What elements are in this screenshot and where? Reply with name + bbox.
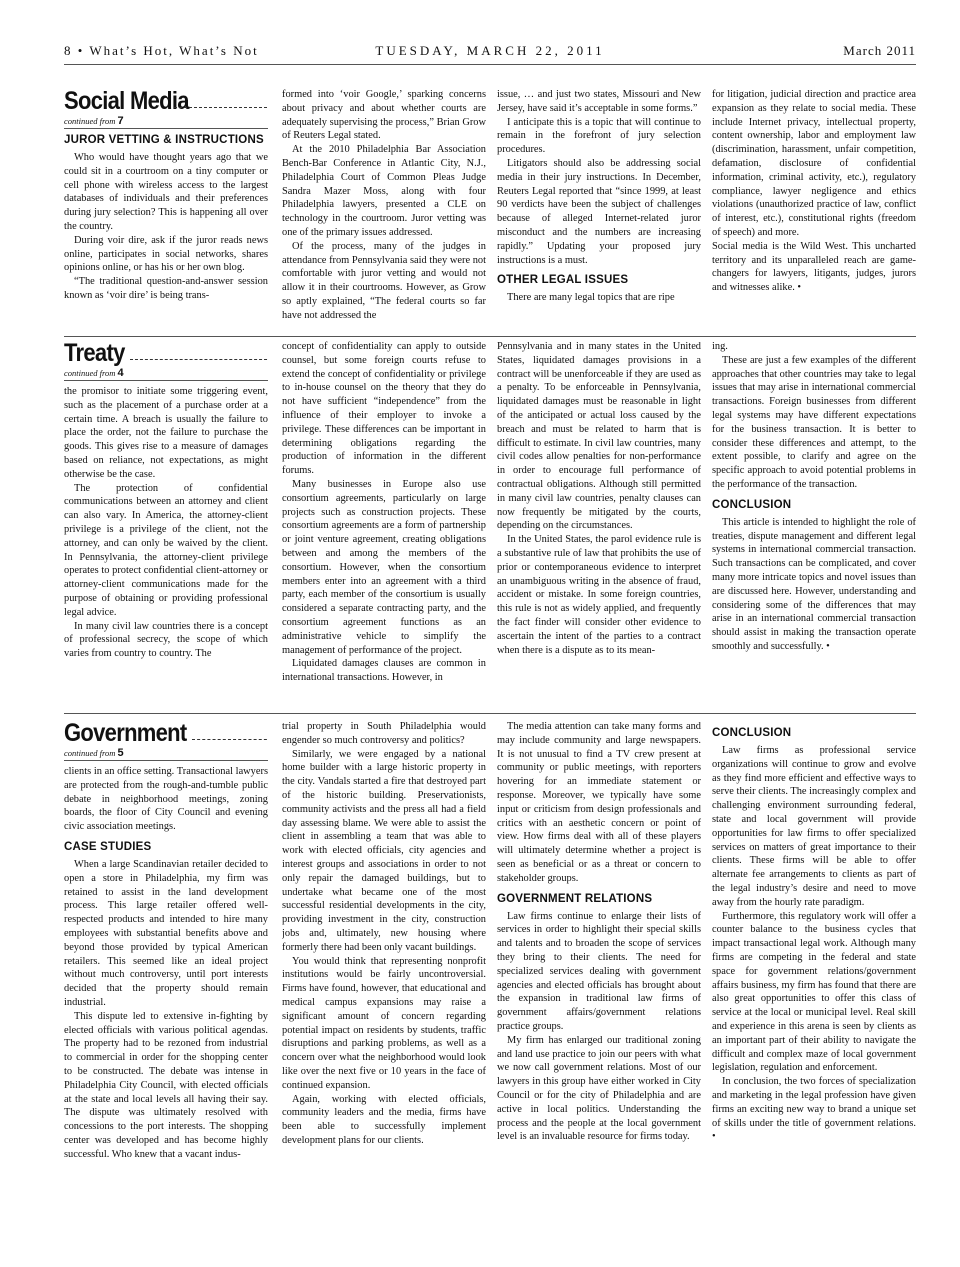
section-title: Government <box>64 720 187 747</box>
paragraph: You would think that representing nonprofit institutions would be fairly uncontroversial. Firms have found, however, that educational and medical campus expansions may raise a significant amount of concern regarding potential impact on residents by students, traffic disruptions and parking problems, as well as a concern over what the neighborhood would look like over the next five or 10 years in the face of continued expansion. <box>282 955 486 1091</box>
paragraph: Again, working with elected officials, community leaders and the media, firms have been able to successfully implement development plans for our clients. <box>282 1093 486 1146</box>
page-header <box>64 40 916 62</box>
paragraph: concept of confidentiality can apply to outside counsel, but some foreign courts refuse to extend the concept of confidentiality or privilege to in-house counsel on the theory that they do not have sufficient “independence” from the influence of their employer to invoke a privilege. These differences can be important in determining obligations regarding the production of information in the different forums. <box>282 341 486 477</box>
paragraph: Law firms as professional service organizations will continue to grow and evolve as they find more efficient and effective ways to serve their clients. The increasingly complex and challenging environment surrounding federal, state and local government will provide opportunities for law firms to offer specialized services on matters of great importance to their clients. These firms will be able to offer alternate fee arrangements to clients as part of the legal industry’s desire and need to move away from the hourly rate paradigm. <box>712 745 916 908</box>
subhead: JUROR VETTING & INSTRUCTIONS <box>64 134 264 146</box>
section-title: Treaty <box>64 340 125 367</box>
paragraph: During voir dire, ask if the juror reads news online, participates in social networks, shares opinions online, or has his or her own blog. <box>64 234 268 274</box>
subhead: CASE STUDIES <box>64 840 152 853</box>
paragraph: Similarly, we were engaged by a national home builder with a large historic property in the city. Vandals started a fire that destroyed part of the historic building. Preservationists, community activists and the press all had a field day assessing blame. We were able to assist the client in assembling a team that was able to work with elected officials, city agencies and interest groups and associations in order to not only repair the damaged buildings, but to undertake what became one of the most successful residential developments in the city, providing investment in the city, construction jobs and, ultimately, new housing where formerly there had been only vacant buildings. <box>282 748 486 953</box>
social-col-2 <box>282 88 486 323</box>
government-title-block <box>64 720 268 746</box>
paragraph: Furthermore, this regulatory work will offer a counter balance to the business cycles that impact transactional legal work. Although many firms are competing in the federal and state space for government relations/government affairs business, my firm has found that there are also great opportunities to offer this class of service at the local or municipal level. Real skill and experience in this arena is seen by clients as an important part of their ability to navigate the difficult and complex maze of local government legislation, regulation and enforcement. <box>712 910 916 1074</box>
continued-page: 4 <box>117 367 124 379</box>
title-dash-rule <box>174 107 268 108</box>
continued-from <box>64 116 268 127</box>
subhead: CONCLUSION <box>712 727 792 739</box>
government-section <box>64 720 916 1220</box>
continued-label: continued from <box>64 116 116 126</box>
section-divider <box>64 336 916 337</box>
paragraph: Liquidated damages clauses are common in international transactions. However, in <box>282 658 486 684</box>
header-date: TUESDAY, MARCH 22, 2011 <box>375 43 605 58</box>
treaty-col-3 <box>497 340 701 657</box>
paragraph: Pennsylvania and in many states in the United States, liquidated damages provisions in a contract will be unenforceable if they are used as a penalty. To be enforceable in Pennsylvania, liquidated damages must be reasonable in light of the anticipated or actual loss caused by the breach and must be related to harm that is difficult to estimate. In civil law countries, many civil codes allow penalties for non-performance in order to encourage full performance of contractual obligations. Although still permitted in many civil law countries, penalty clauses can now frequently be mitigated by the courts, depending on the circumstances. <box>497 341 701 532</box>
paragraph: trial property in South Philadelphia would engender so much controversy and politics? <box>282 721 486 746</box>
paragraph: Law firms continue to enlarge their lists of services in order to highlight their special skills and talents and to broaden the scope of services they bring to their clients. The need for specialized services dealing with government agencies and elected officials has brought about the expansion in traditional law firms of government affairs/government relations practice groups. <box>497 910 701 1032</box>
government-col-3 <box>497 720 701 1144</box>
paragraph: In the United States, the parol evidence rule is a substantive rule of law that prohibits the use of prior or contemporaneous evidence to interpret an unambiguous writing in the absence of fraud, accident or mistake. In some foreign countries, this rule is not as widely applied, and frequently the fact finder will consider other evidence to ascertain the intent of the parties to a contract when there is a dispute as to its mean- <box>497 534 701 656</box>
continued-from <box>64 748 268 759</box>
subhead: CONCLUSION <box>712 498 792 511</box>
paragraph: In many civil law countries there is a concept of professional secrecy, the scope of which varies from country to country. The <box>64 620 268 660</box>
paragraph: Litigators should also be addressing social media in their jury instructions. In December, Reuters Legal reported that “since 1999, at least 90 verdicts have been the subject of challenges because of alleged Internet-related juror misconduct and the numbers are increasing rapidly.” Updating your proposed jury instructions is a must. <box>497 157 701 266</box>
continued-label: continued from <box>64 748 116 758</box>
continued-label: continued from <box>64 368 116 378</box>
government-col-2 <box>282 720 486 1148</box>
treaty-section <box>64 340 916 710</box>
paragraph: There are many legal topics that are ripe <box>507 292 675 304</box>
header-left: 8 • What’s Hot, What’s Not <box>64 43 259 58</box>
title-dash-rule <box>192 739 268 740</box>
continued-page: 7 <box>117 115 124 127</box>
paragraph: clients in an office setting. Transactional lawyers are protected from the rough-and-tumble public debate in neighborhood meetings, zoning boards, the floor of City Council and evening civic association meetings. <box>64 766 268 833</box>
paragraph: ing. <box>712 341 728 352</box>
paragraph: I anticipate this is a topic that will continue to remain in the forefront of jury selection procedures. <box>497 116 701 156</box>
treaty-col-1-text <box>64 385 268 661</box>
subhead: OTHER LEGAL ISSUES <box>497 274 629 287</box>
header-issue: March 2011 <box>843 43 916 58</box>
section-title: Social Media <box>64 88 189 115</box>
paragraph: The media attention can take many forms and may include community and large newspapers. It is not unusual to find a TV crew present at community or public meetings, with reporters hovering for an immediate statement or response. Moreover, we typically have some input or criticism from design professionals and critics with an aesthetic concern or point of view. How firms deal with all of these players will ultimately determine whether a project is seen as beneficial or as a threat or concern to stakeholder groups. <box>497 721 701 884</box>
header-rule <box>64 64 916 65</box>
paragraph: “The traditional question-and-answer session known as ‘voir dire’ is being trans- <box>64 276 268 301</box>
paragraph: issue, … and just two states, Missouri and New Jersey, have said it’s acceptable in some forms.” <box>497 89 701 114</box>
treaty-col-4 <box>712 340 916 654</box>
social-col-3 <box>497 88 701 305</box>
paragraph: My firm has enlarged our traditional zoning and land use practice to join our peers with what we now call government relations. Most of our lawyers in this group have either worked in City Council or for the city of Philadelphia and are active in local politics. Understanding the process and the people at the local government level is an invaluable resource for firms today. <box>497 1034 701 1143</box>
title-dash-rule <box>130 359 268 360</box>
subhead: GOVERNMENT RELATIONS <box>497 892 653 905</box>
paragraph: This article is intended to highlight the role of treaties, dispute management and different legal systems in international commercial transaction. Such transactions can be complicated, and cover many more intricate topics and novel issues than are discussed here. However, understanding and considering some of the differences that may arise in an international commercial transaction should assist in making the transaction operate smoothly and successfully. • <box>712 516 916 652</box>
paragraph: When a large Scandinavian retailer decided to open a store in Philadelphia, my firm was retained to assist in the land development process. This large retailer offered well-respected products and intended to hire many employees with substantial benefits above and beyond those provided by typical American retailers. This seemed like an ideal project without much controversy, until port interests decided that the property should remain industrial. <box>64 858 268 1008</box>
paragraph: This dispute led to extensive in-fighting by elected officials with various political agendas. The property had to be rezoned from industrial to commercial in order for the shopping center to be constructed. The debate was intense in Philadelphia City Council, with elected officials at the state and local levels all having their say. The dispute was ultimately resolved with concessions to the port interests. The shopping center was developed and has become highly successful. Who knew that a vacant indus- <box>64 1010 268 1160</box>
social-col-4 <box>712 88 916 295</box>
paragraph: Social media is the Wild West. This uncharted territory and its unparalleled reach are game-changers for lawyers, litigants, judges, jurors and witnesses alike. • <box>712 240 916 294</box>
treaty-col-1 <box>64 340 268 661</box>
paragraph: In conclusion, the two forces of specialization and marketing in the legal profession have given firms an exciting new way to brand a unique set of skills under the title of government relations. • <box>712 1076 916 1143</box>
paragraph: the promisor to initiate some triggering event, such as the placement of a purchase order at a certain time. A breach is usually the failure to place the order, not the failure to purchase the goods. This gives rise to a measure of damages based on reliance, not expectations, as might otherwise be the case. <box>64 386 268 480</box>
paragraph: Who would have thought years ago that we could sit in a courtroom on a tiny computer or cell phone with wireless access to the largest databases of individuals and their preferences during jury selection? This is happening all over the country. <box>64 152 268 232</box>
social-media-section <box>64 88 916 338</box>
section-divider <box>64 713 916 714</box>
paragraph: At the 2010 Philadelphia Bar Association Bench-Bar Conference in Atlantic City, N.J., Philadelphia Court of Common Pleas Judge Sandra Mazer Moss, along with four Philadelphia lawyers, presented a CLE on technology in the courtroom. Juror vetting was one of the primary issues addressed. <box>282 144 486 238</box>
social-col-1 <box>64 88 268 303</box>
paragraph: Of the process, many of the judges in attendance from Pennsylvania said they were not comfortable with juror vetting and would not allow it in their courtrooms. However, as Grow so aptly explained, “The federal courts so far have not addressed the <box>282 240 486 321</box>
government-col-1-text <box>64 765 268 1162</box>
paragraph: for litigation, judicial direction and practice area expansion as they relate to social media. These include Internet privacy, intellectual property, content ownership, labor and employment law (discrimination, harassment, unfair competition, defamation, disclosure of confidential information, criminal activity, etc.), regulatory compliance, lawyer negligence and ethics violations (unauthorized practice of law, conflict of interest, etc.), constitutional rights (freedom of speech) and more. <box>712 89 916 238</box>
paragraph: formed into ‘voir Google,’ sparking concerns about privacy and about whether courts are adequately supervising the process,” Brian Grow of Reuters Legal stated. <box>282 89 486 142</box>
government-col-1 <box>64 720 268 1162</box>
paragraph: Many businesses in Europe also use consortium agreements, particularly on large projects such as construction projects. These consortium agreements are a form of partnership or joint venture agreement, creating obligations between and among the members of the consortium. However, when the consortium members enter into an agreement with a third party, each member of the consortium is usually considered a separate contracting party, and the consortium agreement functions as an administrative vehicle to simplify the management of performance of the project. <box>282 478 486 656</box>
continued-page: 5 <box>117 747 124 759</box>
paragraph: These are just a few examples of the different approaches that other countries may take to legal issues that may arise in international commercial transactions. Foreign businesses from different legal systems may have different expectations for the business transaction. It is better to consider these differences and attempt, to the extent possible, to clarify and agree on the specific approach to avoid potential problems in the performance of the transaction. <box>712 354 916 490</box>
treaty-col-2 <box>282 340 486 685</box>
treaty-title-block <box>64 340 268 366</box>
government-col-4 <box>712 720 916 1144</box>
continued-from <box>64 368 268 379</box>
social-title-block <box>64 88 268 114</box>
social-col-1-text <box>64 133 268 303</box>
paragraph: The protection of confidential communications between an attorney and client can also vary. In America, the attorney-client privilege is a privilege of the client, not the attorney, and can only be waived by the client. In Pennsylvania, the attorney-client privilege operates to protect confidential client-attorney or attorney-client communications made for the purpose of obtaining or providing professional legal advice. <box>64 482 268 618</box>
